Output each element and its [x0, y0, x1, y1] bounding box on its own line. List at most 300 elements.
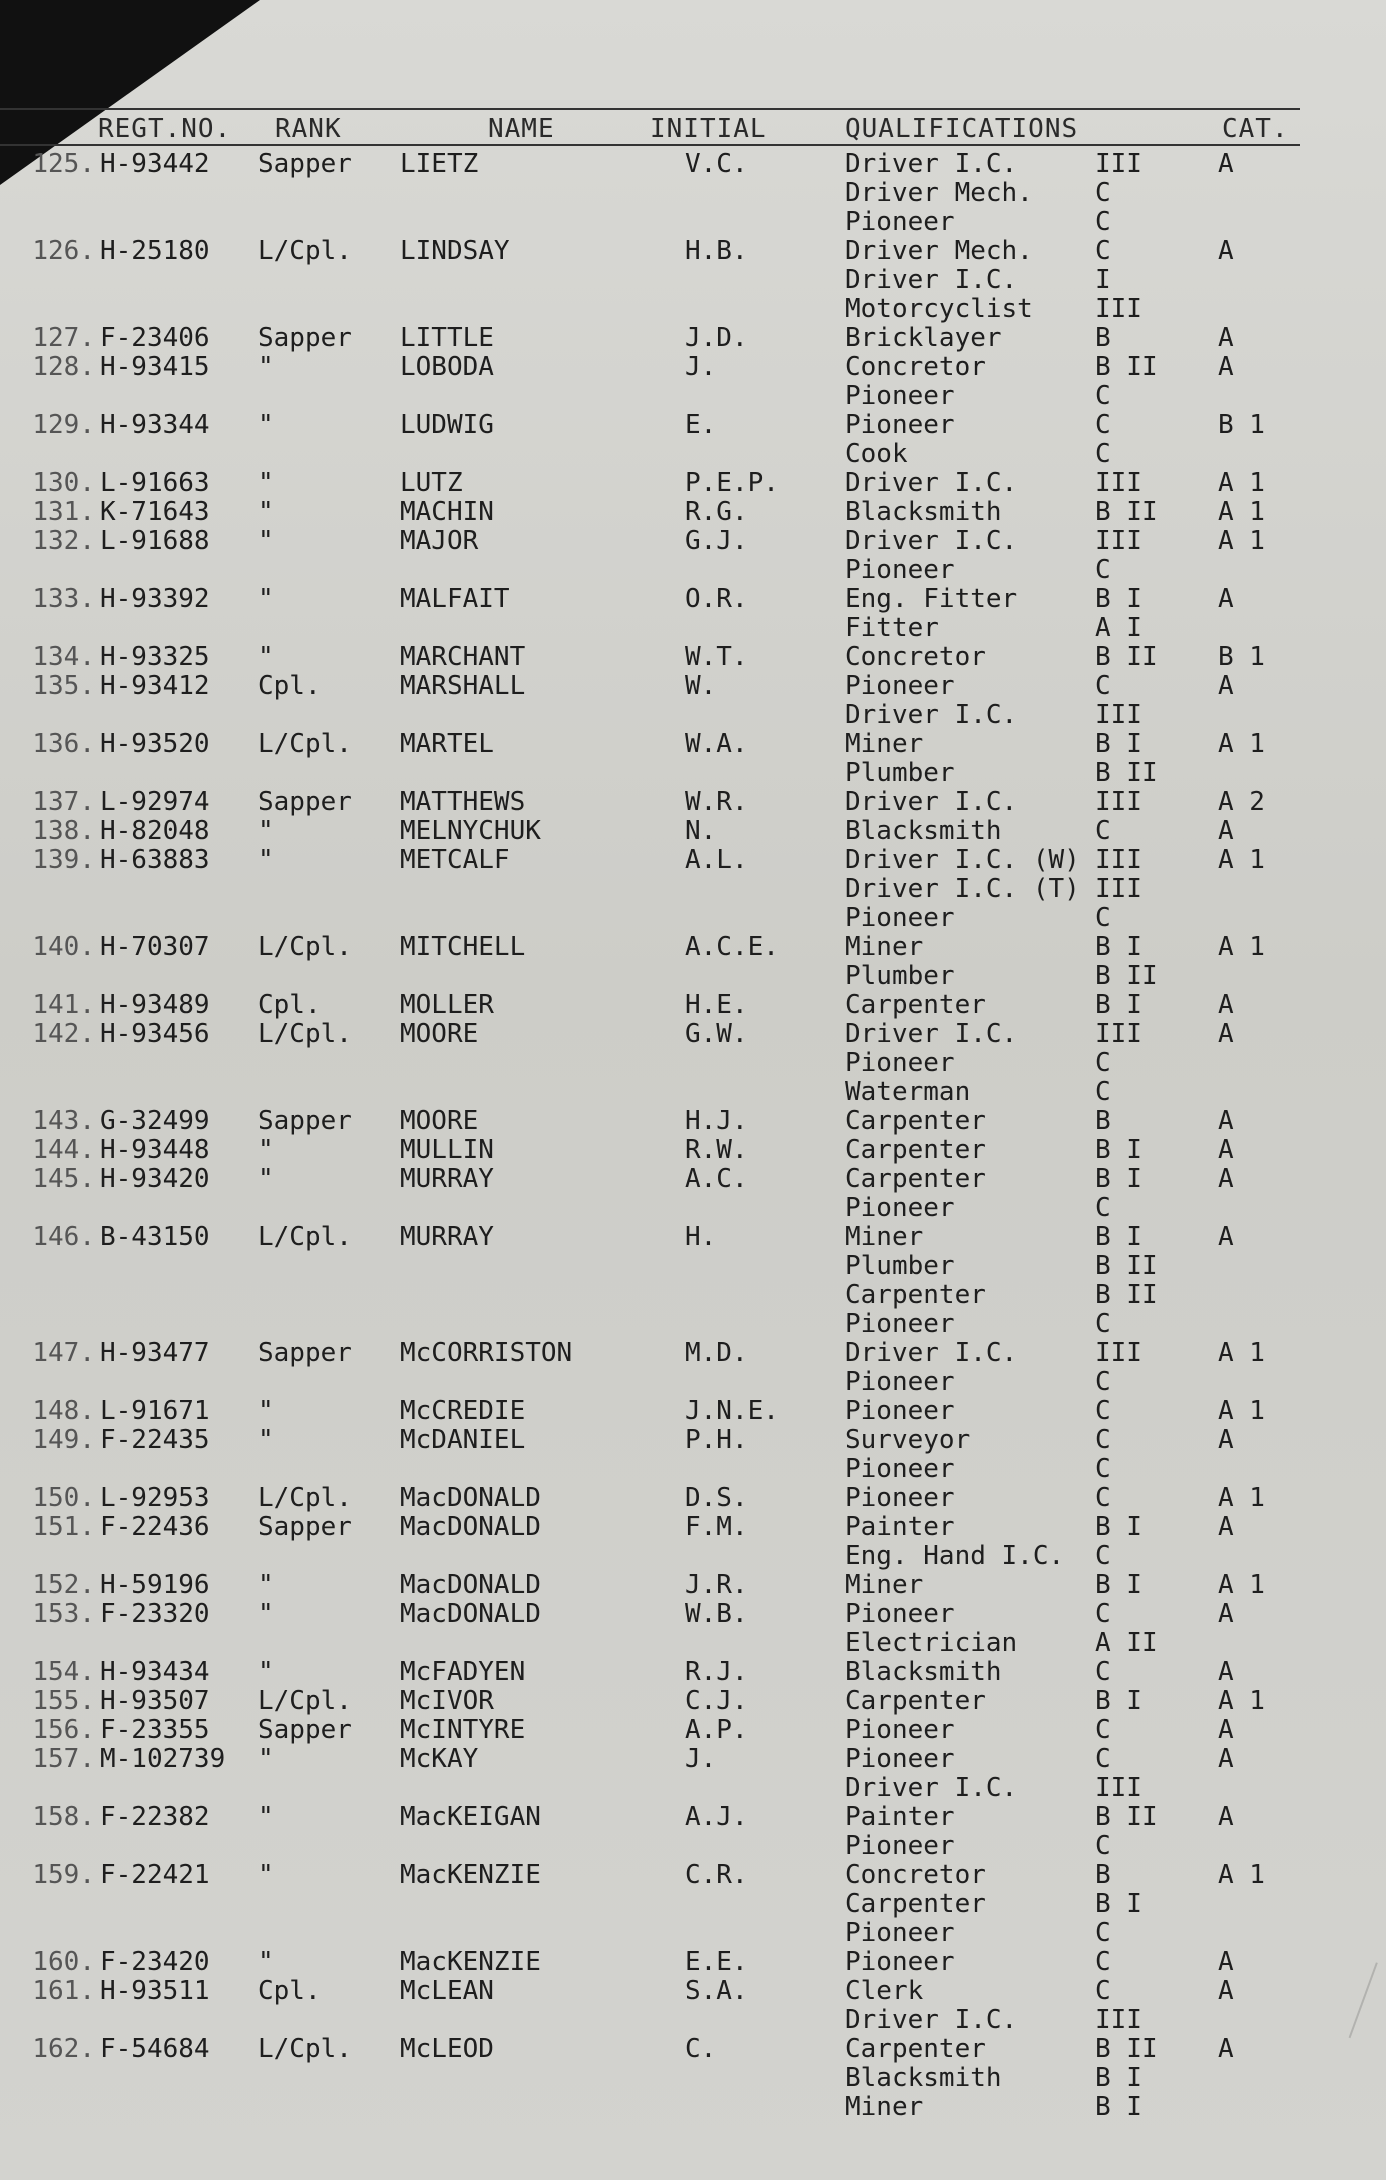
table-row	[0, 1948, 1300, 1977]
row-number: 136.	[32, 729, 95, 759]
initials: J.	[685, 352, 717, 382]
table-row	[0, 2035, 1300, 2064]
table-row	[0, 556, 1300, 585]
rank: L/Cpl.	[258, 1483, 352, 1513]
initials: W.	[685, 671, 717, 701]
regt-no: K-71643	[100, 497, 210, 527]
surname: McLEAN	[400, 1976, 494, 2006]
header-initial: INITIAL	[650, 114, 767, 144]
qualification: Concretor	[845, 642, 986, 672]
surname: McCORRISTON	[400, 1338, 573, 1368]
qualification: Carpenter	[845, 990, 986, 1020]
qualification: Carpenter	[845, 1889, 986, 1919]
table-row	[0, 875, 1300, 904]
row-number: 161.	[32, 1976, 95, 2006]
qualification: Carpenter	[845, 1686, 986, 1716]
qualification-grade: C	[1095, 439, 1111, 469]
row-number: 138.	[32, 816, 95, 846]
qualification: Pioneer	[845, 1309, 955, 1339]
category: A	[1218, 1019, 1234, 1049]
table-row	[0, 266, 1300, 295]
initials: P.H.	[685, 1425, 748, 1455]
category: B 1	[1218, 642, 1265, 672]
regt-no: H-93456	[100, 1019, 210, 1049]
regt-no: F-54684	[100, 2034, 210, 2064]
regt-no: M-102739	[100, 1744, 226, 1774]
qualification-grade: B II	[1095, 961, 1158, 991]
table-row	[0, 1774, 1300, 1803]
table-row	[0, 469, 1300, 498]
category: A	[1218, 1425, 1234, 1455]
surname: MURRAY	[400, 1164, 494, 1194]
surname: MOLLER	[400, 990, 494, 1020]
initials: O.R.	[685, 584, 748, 614]
qualification-grade: III	[1095, 874, 1142, 904]
regt-no: F-23355	[100, 1715, 210, 1745]
rank: Sapper	[258, 323, 352, 353]
qualification-grade: C	[1095, 1715, 1111, 1745]
regt-no: G-32499	[100, 1106, 210, 1136]
row-number: 149.	[32, 1425, 95, 1455]
table-row	[0, 527, 1300, 556]
table-row	[0, 904, 1300, 933]
category: A 1	[1218, 1570, 1265, 1600]
rank: "	[258, 584, 274, 614]
rank: "	[258, 497, 274, 527]
category: A	[1218, 1512, 1234, 1542]
qualification-grade: C	[1095, 1048, 1111, 1078]
regt-no: H-63883	[100, 845, 210, 875]
table-row	[0, 614, 1300, 643]
qualification: Pioneer	[845, 1483, 955, 1513]
qualification: Driver I.C.	[845, 787, 1018, 817]
row-number: 155.	[32, 1686, 95, 1716]
table-row	[0, 1281, 1300, 1310]
initials: S.A.	[685, 1976, 748, 2006]
surname: MacDONALD	[400, 1512, 541, 1542]
rank: L/Cpl.	[258, 1222, 352, 1252]
row-number: 151.	[32, 1512, 95, 1542]
regt-no: L-92953	[100, 1483, 210, 1513]
initials: F.M.	[685, 1512, 748, 1542]
table-row	[0, 1629, 1300, 1658]
qualification-grade: C	[1095, 1077, 1111, 1107]
table-row	[0, 1252, 1300, 1281]
qualification: Pioneer	[845, 1193, 955, 1223]
table-row	[0, 1107, 1300, 1136]
qualification-grade: III	[1095, 1773, 1142, 1803]
qualification-grade: C	[1095, 1918, 1111, 1948]
row-number: 139.	[32, 845, 95, 875]
qualification: Pioneer	[845, 555, 955, 585]
category: A	[1218, 323, 1234, 353]
category: B 1	[1218, 410, 1265, 440]
table-row	[0, 411, 1300, 440]
qualification-grade: A I	[1095, 613, 1142, 643]
rank: L/Cpl.	[258, 236, 352, 266]
qualification: Driver I.C.	[845, 526, 1018, 556]
row-number: 128.	[32, 352, 95, 382]
regt-no: H-93412	[100, 671, 210, 701]
qualification-grade: III	[1095, 294, 1142, 324]
qualification: Surveyor	[845, 1425, 971, 1455]
qualification: Carpenter	[845, 1135, 986, 1165]
initials: R.G.	[685, 497, 748, 527]
category: A	[1218, 1222, 1234, 1252]
qualification-grade: III	[1095, 149, 1142, 179]
header-regt-no: REGT.NO.	[98, 114, 232, 144]
surname: MacDONALD	[400, 1483, 541, 1513]
qualification-grade: B II	[1095, 2034, 1158, 2064]
surname: MALFAIT	[400, 584, 510, 614]
qualification-grade: B I	[1095, 1889, 1142, 1919]
row-number: 150.	[32, 1483, 95, 1513]
rank: "	[258, 1657, 274, 1687]
row-number: 140.	[32, 932, 95, 962]
rank: Cpl.	[258, 1976, 321, 2006]
table-row	[0, 1049, 1300, 1078]
rank: "	[258, 468, 274, 498]
surname: MOORE	[400, 1106, 479, 1136]
category: A	[1218, 1744, 1234, 1774]
category: A	[1218, 990, 1234, 1020]
surname: MARSHALL	[400, 671, 526, 701]
regt-no: H-93434	[100, 1657, 210, 1687]
row-number: 159.	[32, 1860, 95, 1890]
qualification-grade: B I	[1095, 990, 1142, 1020]
roster-table-body	[0, 150, 1300, 2122]
qualification: Clerk	[845, 1976, 924, 2006]
qualification: Blacksmith	[845, 816, 1002, 846]
qualification: Miner	[845, 2092, 924, 2122]
row-number: 132.	[32, 526, 95, 556]
table-row	[0, 1832, 1300, 1861]
qualification: Waterman	[845, 1077, 971, 1107]
table-row	[0, 1165, 1300, 1194]
qualification-grade: C	[1095, 1657, 1111, 1687]
initials: G.J.	[685, 526, 748, 556]
table-row	[0, 672, 1300, 701]
qualification-grade: C	[1095, 1541, 1111, 1571]
row-number: 135.	[32, 671, 95, 701]
qualification-grade: B I	[1095, 1570, 1142, 1600]
qualification: Pioneer	[845, 1048, 955, 1078]
rank: "	[258, 1135, 274, 1165]
qualification: Plumber	[845, 1251, 955, 1281]
rank: "	[258, 352, 274, 382]
qualification: Miner	[845, 729, 924, 759]
table-row	[0, 1977, 1300, 2006]
surname: MACHIN	[400, 497, 494, 527]
qualification-grade: C	[1095, 178, 1111, 208]
table-row	[0, 1571, 1300, 1600]
regt-no: H-93477	[100, 1338, 210, 1368]
category: A 1	[1218, 1338, 1265, 1368]
qualification: Painter	[845, 1512, 955, 1542]
row-number: 162.	[32, 2034, 95, 2064]
qualification: Miner	[845, 932, 924, 962]
row-number: 156.	[32, 1715, 95, 1745]
surname: LINDSAY	[400, 236, 510, 266]
surname: MATTHEWS	[400, 787, 526, 817]
qualification: Blacksmith	[845, 2063, 1002, 2093]
qualification: Electrician	[845, 1628, 1018, 1658]
row-number: 154.	[32, 1657, 95, 1687]
table-row	[0, 440, 1300, 469]
table-row	[0, 1223, 1300, 1252]
regt-no: H-93448	[100, 1135, 210, 1165]
table-row	[0, 962, 1300, 991]
table-row	[0, 382, 1300, 411]
initials: J.N.E.	[685, 1396, 779, 1426]
qualification: Pioneer	[845, 1947, 955, 1977]
qualification-grade: C	[1095, 1744, 1111, 1774]
qualification-grade: B	[1095, 1860, 1111, 1890]
qualification-grade: C	[1095, 1396, 1111, 1426]
surname: LUTZ	[400, 468, 463, 498]
table-row	[0, 2006, 1300, 2035]
category: A 1	[1218, 932, 1265, 962]
initials: R.W.	[685, 1135, 748, 1165]
row-number: 125.	[32, 149, 95, 179]
row-number: 143.	[32, 1106, 95, 1136]
qualification-grade: III	[1095, 700, 1142, 730]
row-number: 153.	[32, 1599, 95, 1629]
qualification: Driver I.C.	[845, 1773, 1018, 1803]
row-number: 145.	[32, 1164, 95, 1194]
qualification: Pioneer	[845, 1367, 955, 1397]
rank: "	[258, 1570, 274, 1600]
table-row	[0, 1658, 1300, 1687]
qualification: Pioneer	[845, 381, 955, 411]
row-number: 148.	[32, 1396, 95, 1426]
initials: W.R.	[685, 787, 748, 817]
category: A	[1218, 1657, 1234, 1687]
initials: H.	[685, 1222, 717, 1252]
surname: McCREDIE	[400, 1396, 526, 1426]
initials: E.	[685, 410, 717, 440]
rank: Sapper	[258, 1106, 352, 1136]
table-row	[0, 2093, 1300, 2122]
initials: A.J.	[685, 1802, 748, 1832]
qualification: Cook	[845, 439, 908, 469]
rank: L/Cpl.	[258, 2034, 352, 2064]
qualification: Pioneer	[845, 903, 955, 933]
qualification-grade: B I	[1095, 1686, 1142, 1716]
surname: LIETZ	[400, 149, 479, 179]
rank: Sapper	[258, 1338, 352, 1368]
qualification-grade: III	[1095, 526, 1142, 556]
table-row	[0, 585, 1300, 614]
regt-no: F-22421	[100, 1860, 210, 1890]
qualification: Bricklayer	[845, 323, 1002, 353]
surname: LUDWIG	[400, 410, 494, 440]
surname: McINTYRE	[400, 1715, 526, 1745]
surname: LITTLE	[400, 323, 494, 353]
rank: Sapper	[258, 1715, 352, 1745]
row-number: 127.	[32, 323, 95, 353]
rank: "	[258, 845, 274, 875]
rank: "	[258, 1860, 274, 1890]
qualification-grade: B I	[1095, 729, 1142, 759]
table-row	[0, 1890, 1300, 1919]
qualification: Miner	[845, 1222, 924, 1252]
qualification-grade: B	[1095, 1106, 1111, 1136]
qualification: Driver I.C.	[845, 1338, 1018, 1368]
qualification: Pioneer	[845, 1918, 955, 1948]
initials: D.S.	[685, 1483, 748, 1513]
initials: J.R.	[685, 1570, 748, 1600]
qualification-grade: C	[1095, 555, 1111, 585]
table-row	[0, 1803, 1300, 1832]
initials: W.A.	[685, 729, 748, 759]
surname: McDANIEL	[400, 1425, 526, 1455]
surname: MURRAY	[400, 1222, 494, 1252]
category: A 1	[1218, 1483, 1265, 1513]
table-row	[0, 788, 1300, 817]
table-row	[0, 295, 1300, 324]
initials: W.B.	[685, 1599, 748, 1629]
regt-no: B-43150	[100, 1222, 210, 1252]
surname: MOORE	[400, 1019, 479, 1049]
surname: McIVOR	[400, 1686, 494, 1716]
table-row	[0, 179, 1300, 208]
table-row	[0, 353, 1300, 382]
qualification: Driver I.C.	[845, 700, 1018, 730]
qualification-grade: C	[1095, 207, 1111, 237]
table-row	[0, 1861, 1300, 1890]
regt-no: H-93507	[100, 1686, 210, 1716]
qualification: Driver I.C.	[845, 149, 1018, 179]
table-row	[0, 150, 1300, 179]
category: A	[1218, 1106, 1234, 1136]
qualification-grade: C	[1095, 903, 1111, 933]
table-row	[0, 1513, 1300, 1542]
qualification-grade: III	[1095, 2005, 1142, 2035]
qualification: Driver I.C.	[845, 468, 1018, 498]
qualification-grade: B I	[1095, 1135, 1142, 1165]
rank: "	[258, 1947, 274, 1977]
surname: MacKENZIE	[400, 1860, 541, 1890]
qualification-grade: C	[1095, 1483, 1111, 1513]
regt-no: F-23420	[100, 1947, 210, 1977]
initials: E.E.	[685, 1947, 748, 1977]
qualification: Pioneer	[845, 1396, 955, 1426]
category: A	[1218, 2034, 1234, 2064]
rank: Sapper	[258, 1512, 352, 1542]
initials: C.	[685, 2034, 717, 2064]
qualification: Eng. Hand I.C.	[845, 1541, 1065, 1571]
surname: MELNYCHUK	[400, 816, 541, 846]
qualification-grade: B II	[1095, 1251, 1158, 1281]
table-row	[0, 498, 1300, 527]
initials: J.D.	[685, 323, 748, 353]
table-row	[0, 1339, 1300, 1368]
qualification: Driver Mech.	[845, 178, 1033, 208]
table-row	[0, 1745, 1300, 1774]
category: A	[1218, 236, 1234, 266]
table-header	[0, 108, 1300, 146]
qualification-grade: A II	[1095, 1628, 1158, 1658]
category: A 1	[1218, 1860, 1265, 1890]
qualification-grade: C	[1095, 1831, 1111, 1861]
qualification-grade: III	[1095, 1019, 1142, 1049]
initials: V.C.	[685, 149, 748, 179]
table-row	[0, 817, 1300, 846]
surname: MacDONALD	[400, 1599, 541, 1629]
qualification-grade: C	[1095, 671, 1111, 701]
header-cat: CAT.	[1222, 114, 1289, 144]
regt-no: F-23320	[100, 1599, 210, 1629]
row-number: 152.	[32, 1570, 95, 1600]
header-qualifications: QUALIFICATIONS	[845, 114, 1079, 144]
qualification: Plumber	[845, 961, 955, 991]
rank: "	[258, 1396, 274, 1426]
category: A 1	[1218, 1396, 1265, 1426]
qualification-grade: C	[1095, 236, 1111, 266]
rank: Cpl.	[258, 990, 321, 1020]
row-number: 146.	[32, 1222, 95, 1252]
row-number: 130.	[32, 468, 95, 498]
rank: L/Cpl.	[258, 1686, 352, 1716]
category: A	[1218, 1164, 1234, 1194]
table-row	[0, 1919, 1300, 1948]
initials: C.J.	[685, 1686, 748, 1716]
qualification-grade: B I	[1095, 2092, 1142, 2122]
category: A	[1218, 584, 1234, 614]
qualification: Miner	[845, 1570, 924, 1600]
header-rank: RANK	[275, 114, 342, 144]
initials: H.E.	[685, 990, 748, 1020]
qualification: Driver I.C. (W)	[845, 845, 1080, 875]
table-row	[0, 1542, 1300, 1571]
qualification-grade: B I	[1095, 584, 1142, 614]
qualification: Pioneer	[845, 1715, 955, 1745]
initials: C.R.	[685, 1860, 748, 1890]
category: A	[1218, 149, 1234, 179]
table-row	[0, 324, 1300, 353]
regt-no: H-93489	[100, 990, 210, 1020]
category: A	[1218, 352, 1234, 382]
rank: "	[258, 816, 274, 846]
qualification: Pioneer	[845, 1599, 955, 1629]
qualification-grade: B I	[1095, 2063, 1142, 2093]
qualification-grade: C	[1095, 1367, 1111, 1397]
row-number: 131.	[32, 497, 95, 527]
table-row	[0, 1397, 1300, 1426]
qualification: Pioneer	[845, 1454, 955, 1484]
qualification: Pioneer	[845, 410, 955, 440]
category: A 1	[1218, 845, 1265, 875]
qualification-grade: B II	[1095, 497, 1158, 527]
table-row	[0, 991, 1300, 1020]
table-row	[0, 1716, 1300, 1745]
rank: "	[258, 642, 274, 672]
qualification-grade: C	[1095, 1309, 1111, 1339]
rank: "	[258, 1425, 274, 1455]
regt-no: F-22436	[100, 1512, 210, 1542]
qualification: Carpenter	[845, 1280, 986, 1310]
qualification: Pioneer	[845, 207, 955, 237]
initials: H.J.	[685, 1106, 748, 1136]
qualification-grade: I	[1095, 265, 1111, 295]
qualification: Concretor	[845, 352, 986, 382]
qualification-grade: C	[1095, 1193, 1111, 1223]
row-number: 142.	[32, 1019, 95, 1049]
category: A 2	[1218, 787, 1265, 817]
regt-no: H-93520	[100, 729, 210, 759]
table-row	[0, 1426, 1300, 1455]
